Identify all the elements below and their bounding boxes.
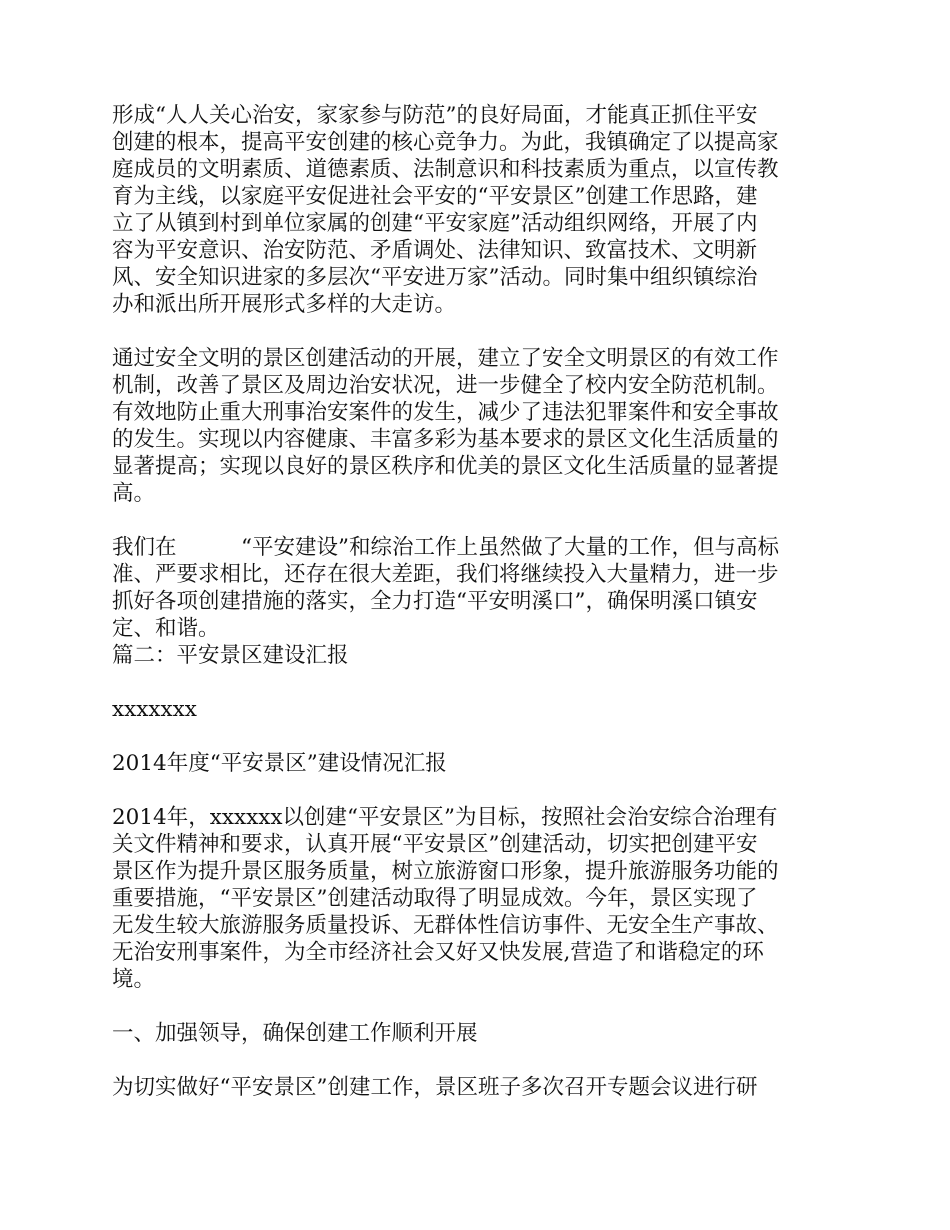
paragraph-line: 风、安全知识进家的多层次“平安进万家”活动。同时集中组织镇综治 [112,265,758,290]
paragraph-line: 通过安全文明的景区创建活动的开展，建立了安全文明景区的有效工作 [112,346,779,371]
paragraph-gap [112,318,842,345]
paragraph-gap [112,669,842,696]
report-title: 2014年度“平安景区”建设情况汇报 [112,751,447,776]
paragraph-line: 创建的根本，提高平安创建的核心竞争力。为此，我镇确定了以提高家 [112,130,779,155]
section-heading: 一、加强领导，确保创建工作顺利开展 [112,1021,478,1046]
document-body [112,102,842,1101]
paragraph-line: 2014年，xxxxxx以创建“平安景区”为目标，按照社会治安综合治理有 [112,805,778,830]
paragraph-line: 机制，改善了景区及周边治安状况，进一步健全了校内安全防范机制。 [112,373,779,398]
paragraph-line: 关文件精神和要求，认真开展“平安景区”创建活动，切实把创建平安 [112,832,758,857]
paragraph-line: 显著提高；实现以良好的景区秩序和优美的景区文化生活质量的显著提 [112,454,779,479]
paragraph-line: 定、和谐。 [112,616,220,641]
paragraph-line: 立了从镇到村到单位家属的创建“平安家庭”活动组织网络，开展了内 [112,211,758,236]
paragraph-gap [112,507,842,534]
paragraph-line: 重要措施，“平安景区”创建活动取得了明显成效。今年，景区实现了 [112,886,758,911]
paragraph-line: 无发生较大旅游服务质量投诉、无群体性信访事件、无安全生产事故、 [112,913,779,938]
paragraph-line: 抓好各项创建措施的落实，全力打造“平安明溪口”，确保明溪口镇安 [112,589,758,614]
section-heading: 篇二：平安景区建设汇报 [112,643,349,668]
paragraph-line: 高。 [112,481,156,506]
paragraph-line: 形成“人人关心治安，家家参与防范”的良好局面，才能真正抓住平安 [112,103,758,128]
organization-name: xxxxxxx [112,697,197,722]
paragraph-line: 容为平安意识、治安防范、矛盾调处、法律知识、致富技术、文明新 [112,238,758,263]
paragraph-gap [112,723,842,750]
paragraph-line: 办和派出所开展形式多样的大走访。 [112,292,457,317]
paragraph-line: 无治安刑事案件，为全市经济社会又好又快发展,营造了和谐稳定的环 [112,940,764,965]
paragraph-gap [112,993,842,1020]
paragraph-line: 有效地防止重大刑事治安案件的发生，减少了违法犯罪案件和安全事故 [112,400,779,425]
paragraph-line: 育为主线，以家庭平安促进社会平安的“平安景区”创建工作思路，建 [112,184,758,209]
paragraph-line: 我们在 “平安建设”和综治工作上虽然做了大量的工作，但与高标 [112,535,779,560]
paragraph-line: 为切实做好“平安景区”创建工作，景区班子多次召开专题会议进行研 [112,1075,758,1100]
paragraph-line: 庭成员的文明素质、道德素质、法制意识和科技素质为重点，以宣传教 [112,157,779,182]
paragraph-line: 景区作为提升景区服务质量，树立旅游窗口形象，提升旅游服务功能的 [112,859,779,884]
paragraph-gap [112,1047,842,1074]
paragraph-line: 境。 [112,967,156,992]
paragraph-gap [112,777,842,804]
paragraph-line: 准、严要求相比，还存在很大差距，我们将继续投入大量精力，进一步 [112,562,779,587]
paragraph-line: 的发生。实现以内容健康、丰富多彩为基本要求的景区文化生活质量的 [112,427,779,452]
